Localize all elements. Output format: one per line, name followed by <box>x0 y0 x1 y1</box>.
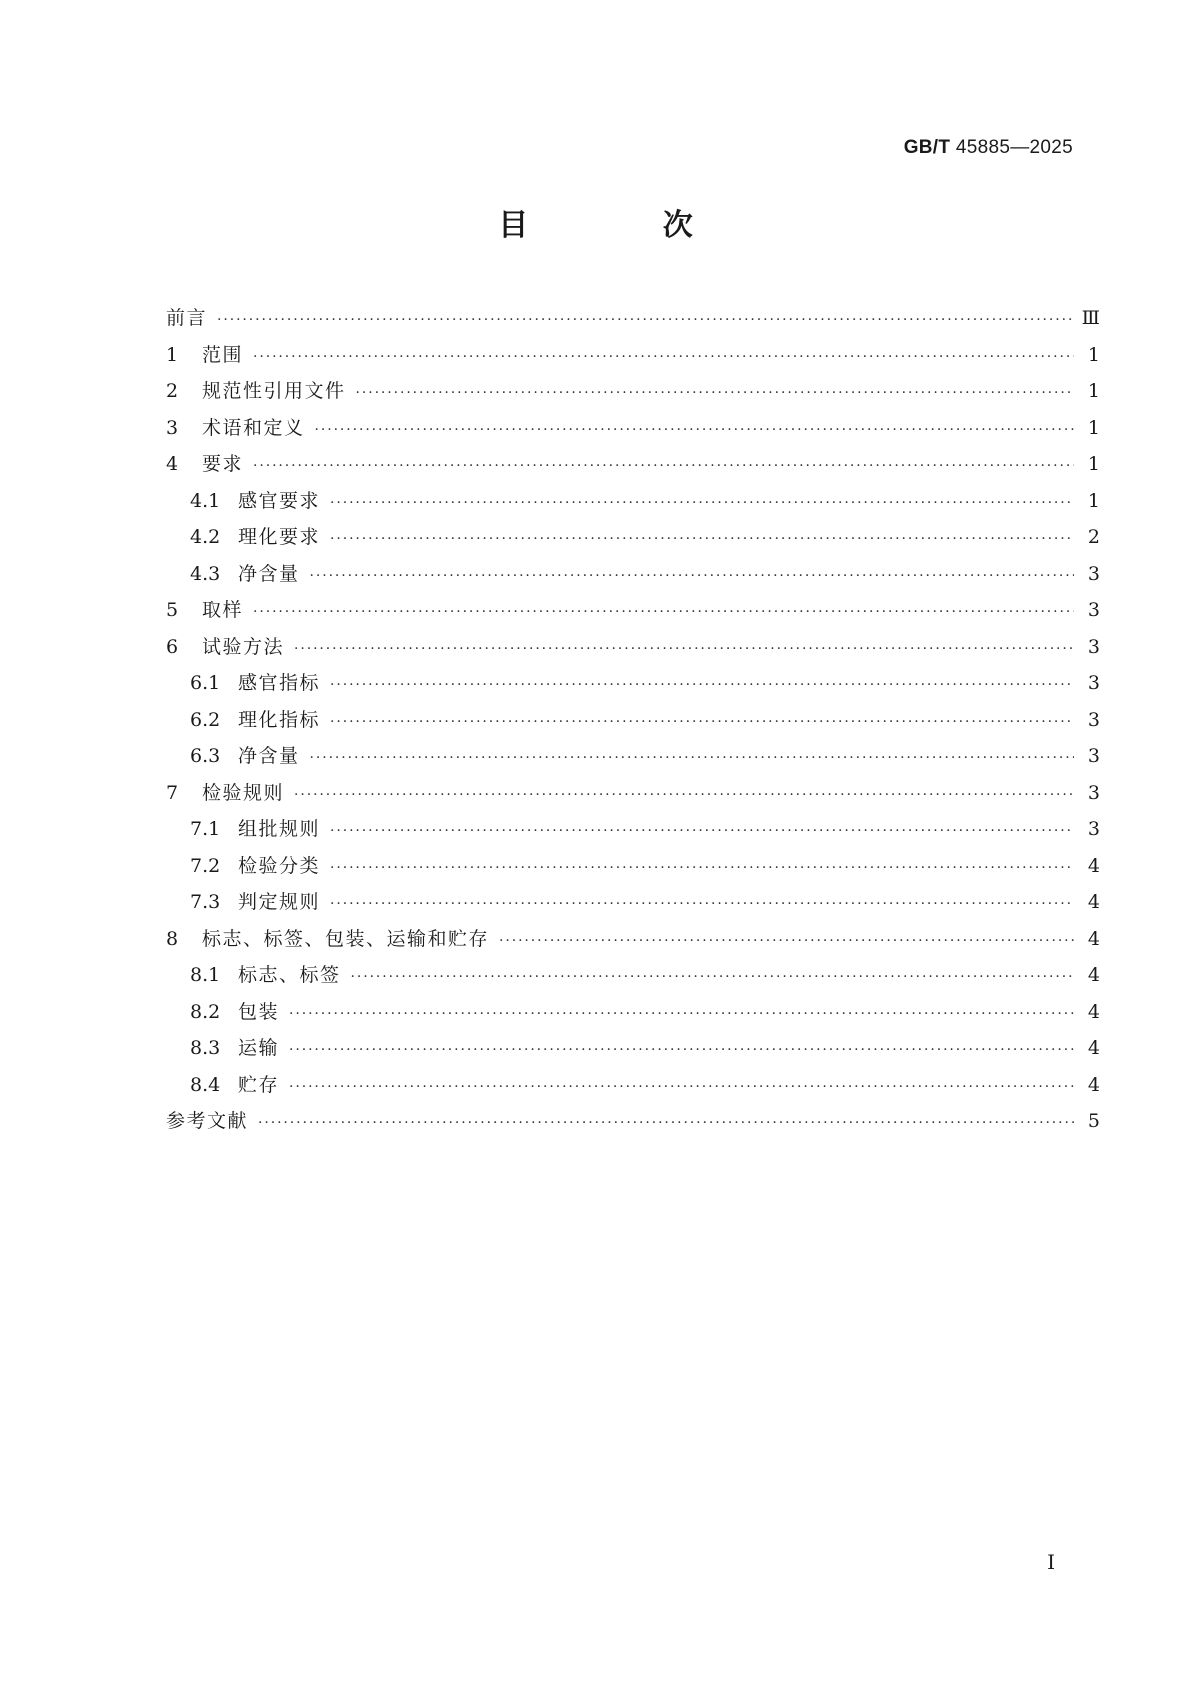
toc-dot-leader <box>330 667 1074 704</box>
standard-code-prefix: GB/T <box>903 137 951 158</box>
toc-entry-label: 要求 <box>202 453 244 475</box>
toc-entry-label: 净含量 <box>238 745 300 767</box>
toc-entry-page: 3 <box>1087 745 1100 767</box>
toc-entry[interactable] <box>166 775 1100 812</box>
toc-entry-page: 3 <box>1087 672 1100 694</box>
toc-entry[interactable] <box>166 337 1100 374</box>
toc-entry-page: 1 <box>1087 453 1100 475</box>
table-of-contents <box>166 300 1100 1140</box>
toc-entry-number: 8.2 <box>190 1000 221 1023</box>
toc-entry-number: 7 <box>166 781 179 804</box>
toc-entry-number: 6 <box>166 635 179 658</box>
toc-entry-number: 7.3 <box>190 891 221 913</box>
toc-entry-page: 1 <box>1087 489 1100 512</box>
toc-entry[interactable] <box>166 629 1100 666</box>
toc-entry-number: 8 <box>166 927 179 950</box>
toc-dot-leader <box>310 740 1074 777</box>
page-number: I <box>1047 1550 1055 1574</box>
toc-dot-leader <box>289 1069 1074 1106</box>
toc-entry-number: 7.1 <box>190 818 221 840</box>
toc-entry-page: 4 <box>1087 964 1100 986</box>
toc-entry-label: 前言 <box>166 307 208 329</box>
toc-entry-number: 6.2 <box>190 708 221 731</box>
toc-entry[interactable] <box>166 702 1100 739</box>
toc-entry-label: 参考文献 <box>166 1110 249 1132</box>
toc-dot-leader <box>330 485 1074 522</box>
toc-dot-leader <box>356 375 1074 412</box>
toc-entry[interactable] <box>166 921 1100 958</box>
toc-entry-label: 贮存 <box>238 1073 280 1096</box>
toc-dot-leader <box>294 777 1074 814</box>
toc-entry-label: 标志、标签、包装、运输和贮存 <box>202 927 490 950</box>
toc-entry[interactable] <box>166 373 1100 410</box>
standard-code <box>904 137 1073 159</box>
toc-entry[interactable] <box>166 483 1100 520</box>
toc-dot-leader <box>330 886 1074 923</box>
toc-entry-page: 3 <box>1087 781 1100 804</box>
toc-entry[interactable] <box>166 848 1100 885</box>
toc-dot-leader <box>351 959 1074 996</box>
toc-dot-leader <box>258 1105 1074 1142</box>
toc-dot-leader <box>289 1032 1074 1069</box>
toc-entry-label: 组批规则 <box>238 818 321 840</box>
toc-entry-page: 3 <box>1087 708 1100 731</box>
toc-dot-leader <box>253 339 1074 376</box>
toc-entry-number: 4.1 <box>190 489 221 512</box>
toc-entry-page: 1 <box>1087 380 1100 402</box>
toc-entry-number: 3 <box>166 416 179 439</box>
toc-entry[interactable] <box>166 1067 1100 1104</box>
toc-entry-number: 4 <box>166 453 179 475</box>
toc-dot-leader <box>330 850 1074 887</box>
toc-entry-label: 取样 <box>202 599 244 621</box>
toc-entry[interactable] <box>166 556 1100 593</box>
toc-entry-page: 4 <box>1087 854 1100 877</box>
toc-entry-page: Ⅲ <box>1081 307 1100 329</box>
toc-entry-label: 理化指标 <box>238 708 321 731</box>
toc-entry-label: 规范性引用文件 <box>202 380 346 402</box>
toc-entry[interactable] <box>166 738 1100 775</box>
toc-entry-label: 运输 <box>238 1037 280 1059</box>
toc-entry-page: 3 <box>1087 562 1100 585</box>
toc-entry-label: 感官要求 <box>238 489 321 512</box>
toc-entry[interactable] <box>166 994 1100 1031</box>
toc-entry[interactable] <box>166 446 1100 483</box>
toc-entry[interactable] <box>166 811 1100 848</box>
toc-entry-number: 6.1 <box>190 672 221 694</box>
toc-entry[interactable] <box>166 665 1100 702</box>
toc-entry-page: 4 <box>1087 1000 1100 1023</box>
toc-entry[interactable] <box>166 519 1100 556</box>
toc-dot-leader <box>294 631 1074 668</box>
toc-dot-leader <box>310 558 1074 595</box>
toc-entry[interactable] <box>166 957 1100 994</box>
page-title: 目 次 <box>498 208 755 243</box>
toc-entry-label: 包装 <box>238 1000 280 1023</box>
toc-entry-page: 3 <box>1087 818 1100 840</box>
toc-entry-label: 判定规则 <box>238 891 321 913</box>
toc-dot-leader <box>253 448 1074 485</box>
toc-entry-number: 8.3 <box>190 1037 221 1059</box>
standard-code-number: 45885—2025 <box>955 137 1073 158</box>
toc-entry-number: 7.2 <box>190 854 221 877</box>
toc-entry[interactable] <box>166 1103 1100 1140</box>
toc-dot-leader <box>330 521 1074 558</box>
toc-entry-label: 感官指标 <box>238 672 321 694</box>
toc-entry-number: 5 <box>166 599 179 621</box>
toc-entry[interactable] <box>166 300 1100 337</box>
toc-entry-label: 术语和定义 <box>202 416 305 439</box>
toc-entry-label: 净含量 <box>238 562 300 585</box>
toc-entry-number: 1 <box>166 343 179 366</box>
toc-dot-leader <box>253 594 1074 631</box>
toc-entry-label: 标志、标签 <box>238 964 341 986</box>
toc-dot-leader <box>330 704 1074 741</box>
toc-dot-leader <box>499 923 1074 960</box>
toc-entry-page: 4 <box>1087 1073 1100 1096</box>
toc-dot-leader <box>315 412 1074 449</box>
toc-entry-page: 2 <box>1087 526 1100 548</box>
toc-entry-number: 4.3 <box>190 562 221 585</box>
toc-entry-label: 理化要求 <box>238 526 321 548</box>
toc-entry-label: 检验规则 <box>202 781 285 804</box>
toc-entry-number: 4.2 <box>190 526 221 548</box>
toc-entry-number: 8.1 <box>190 964 221 986</box>
toc-entry-number: 8.4 <box>190 1073 221 1096</box>
toc-entry-page: 3 <box>1087 635 1100 658</box>
toc-entry-page: 4 <box>1087 891 1100 913</box>
toc-entry[interactable] <box>166 884 1100 921</box>
toc-entry-page: 1 <box>1087 416 1100 439</box>
toc-entry-label: 范围 <box>202 343 244 366</box>
toc-entry-page: 4 <box>1087 927 1100 950</box>
toc-entry-number: 6.3 <box>190 745 221 767</box>
toc-entry[interactable] <box>166 1030 1100 1067</box>
toc-entry[interactable] <box>166 410 1100 447</box>
toc-entry-label: 试验方法 <box>202 635 285 658</box>
toc-entry-page: 5 <box>1087 1110 1100 1132</box>
toc-entry-page: 4 <box>1087 1037 1100 1059</box>
toc-dot-leader <box>330 813 1074 850</box>
toc-dot-leader <box>217 302 1074 339</box>
toc-dot-leader <box>289 996 1074 1033</box>
toc-entry-number: 2 <box>166 380 179 402</box>
toc-entry[interactable] <box>166 592 1100 629</box>
toc-entry-label: 检验分类 <box>238 854 321 877</box>
toc-entry-page: 3 <box>1087 599 1100 621</box>
toc-entry-page: 1 <box>1087 343 1100 366</box>
